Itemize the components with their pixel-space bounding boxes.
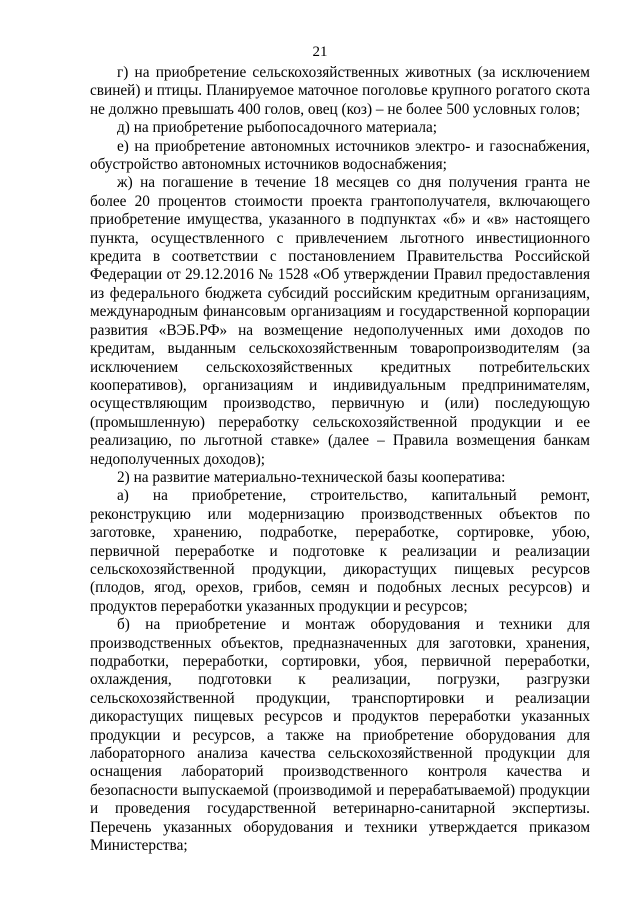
paragraph-item-e: е) на приобретение автономных источников электро- и газоснабжения, обустройство автономных источников водоснабжения; (90, 137, 590, 174)
document-body (90, 64, 590, 855)
paragraph-item-g: г) на приобретение сельскохозяйственных животных (за исключением свиней) и птицы. Планируемое маточное поголовье крупного рогатого скота не должно превышать 400 голов, овец (коз) – не более 500 условных голов; (90, 64, 590, 118)
paragraph-section-2: 2) на развитие материально-технической базы кооператива: (117, 468, 506, 486)
paragraph-item-d: д) на приобретение рыбопосадочного материала; (117, 119, 437, 137)
paragraph-item-zh: ж) на погашение в течение 18 месяцев со дня получения гранта не более 20 процентов стоимости проекта грантополучателя, включающего приобретение имущества, указанного в подпунктах «б» и «в» настоящего пункта, осуществленного с привлечением льготного инвестиционного кредита в соответствии с постановлением Правительства Российской Федерации от 29.12.2016 № 1528 «Об утверждении Правил предоставления из федерального бюджета субсидий российским кредитным организациям, международным финансовым организациям и государственной корпорации развития «ВЭБ.РФ» на возмещение недополученных ими доходов по кредитам, выданным сельскохозяйственным товаропроизводителям (за исключением сельскохозяйственных кредитных потребительских кооперативов), организациям и индивидуальным предпринимателям, осуществляющим производство, первичную и (или) последующую (промышленную) переработку сельскохозяйственной продукции и ее реализацию, по льготной ставке» (далее – Правила возмещения банкам недополученных доходов); (90, 174, 590, 468)
paragraph-item-a: а) на приобретение, строительство, капитальный ремонт, реконструкцию или модернизацию производственных объектов по заготовке, хранению, подработке, переработке, сортировке, убою, первичной переработке и подготовке к реализации и реализации сельскохозяйственной продукции, дикорастущих пищевых ресурсов (плодов, ягод, орехов, грибов, семян и подобных лесных ресурсов) и продуктов переработки указанных продукции и ресурсов; (90, 487, 590, 615)
paragraph-item-b: б) на приобретение и монтаж оборудования и техники для производственных объектов, предназначенных для заготовки, хранения, подработки, переработки, сортировки, убоя, первичной переработки, охлаждения, подготовки к реализации, погрузки, разгрузки сельскохозяйственной продукции, транспортировки и реализации дикорастущих пищевых ресурсов и продуктов переработки указанных продукции и ресурсов, а также на приобретение оборудования для лабораторного анализа качества сельскохозяйственной продукции для оснащения лабораторий производственного контроля качества и безопасности выпускаемой (производимой и перерабатываемой) продукции и проведения государственной ветеринарно-санитарной экспертизы. Перечень указанных оборудования и техники утверждается приказом Министерства; (90, 616, 590, 855)
page-number: 21 (312, 44, 328, 60)
